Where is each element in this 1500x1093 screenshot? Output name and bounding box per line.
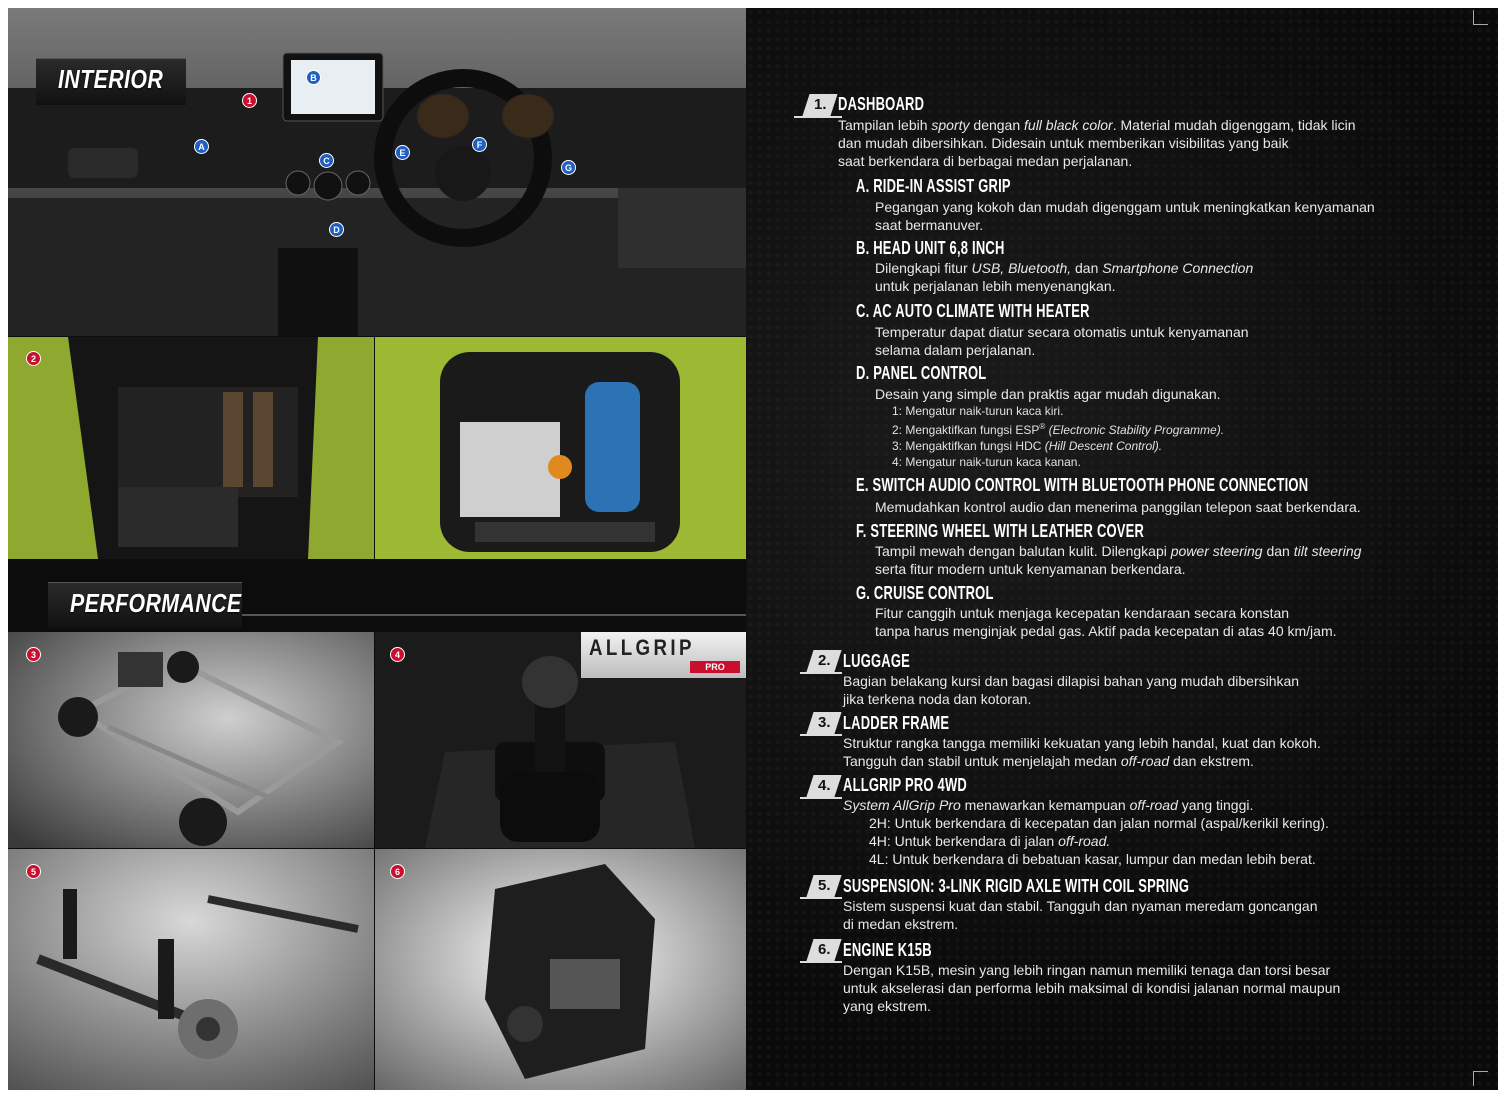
marker-3: 3: [26, 647, 41, 662]
subitem-b-title: B. HEAD UNIT 6,8 INCH: [856, 238, 1005, 258]
luggage-cargo-photo: [375, 337, 746, 559]
item-2-title: LUGGAGE: [843, 651, 911, 671]
subitem-g-body: Fitur canggih untuk menjaga kecepatan kendaraan secara konstan tanpa harus menginjak pedal gas. Aktif pada kecepatan di atas 40 km/jam.: [875, 605, 1337, 639]
interior-title: INTERIOR: [58, 64, 164, 94]
engine-photo: [375, 849, 746, 1090]
allgrip-logo-text: ALLGRIP: [589, 635, 695, 660]
luggage-seat-photo: [8, 337, 374, 559]
marker-a: A: [194, 139, 209, 154]
item-2-body: Bagian belakang kursi dan bagasi dilapisi bahan yang mudah dibersihkan jika terkena noda dan kotoran.: [843, 673, 1300, 707]
allgrip-logo: [581, 632, 746, 678]
marker-f: F: [472, 137, 487, 152]
num-badge-2: 2.: [806, 650, 841, 672]
num-line-4: [800, 797, 842, 799]
subitem-a-body: Pegangan yang kokoh dan mudah digenggam untuk meningkatkan kenyamanan saat bermanuver.: [875, 199, 1375, 233]
performance-title: PERFORMANCE: [70, 588, 242, 618]
marker-g: G: [561, 160, 576, 175]
marker-b: B: [306, 70, 321, 85]
brochure-page: [8, 8, 1498, 1090]
num-line-3: [800, 734, 842, 736]
marker-2: 2: [26, 351, 41, 366]
item-5-body: Sistem suspensi kuat dan stabil. Tangguh dan nyaman meredam goncangan di medan ekstrem.: [843, 898, 1318, 932]
marker-6: 6: [390, 864, 405, 879]
marker-d: D: [329, 222, 344, 237]
item-4-body: System AllGrip Pro menawarkan kemampuan off-road yang tinggi.: [843, 797, 1254, 813]
item-6-body: Dengan K15B, mesin yang lebih ringan namun memiliki tenaga dan torsi besar untuk akselerasi dan performa lebih maksimal di kondisi jalanan normal maupun yang ekstrem.: [843, 962, 1341, 1014]
item-1-title: DASHBOARD: [838, 94, 925, 114]
marker-5: 5: [26, 864, 41, 879]
subitem-b-body: Dilengkapi fitur USB, Bluetooth, dan Smartphone Connection untuk perjalanan lebih menyenangkan.: [875, 260, 1254, 294]
num-badge-4: 4.: [806, 775, 841, 797]
item-6-title: ENGINE K15B: [843, 940, 932, 960]
num-line-6: [800, 961, 842, 963]
marker-e: E: [395, 145, 410, 160]
spec-panel: [746, 8, 1498, 1090]
subitem-f-title: F. STEERING WHEEL WITH LEATHER COVER: [856, 521, 1145, 541]
subitem-d-title: D. PANEL CONTROL: [856, 363, 987, 383]
subitem-f-body: Tampil mewah dengan balutan kulit. Dilengkapi power steering dan tilt steering serta fitur modern untuk kenyamanan berkendara.: [875, 543, 1362, 577]
num-line-1: [794, 116, 842, 118]
subitem-a-title: A. RIDE-IN ASSIST GRIP: [856, 176, 1011, 196]
suspension-photo: [8, 849, 374, 1090]
num-line-2: [800, 672, 842, 674]
subitem-g-title: G. CRUISE CONTROL: [856, 583, 994, 603]
item-4-title: ALLGRIP PRO 4WD: [843, 775, 967, 795]
marker-c: C: [319, 153, 334, 168]
marker-1: 1: [242, 93, 257, 108]
num-badge-1: 1.: [802, 94, 837, 116]
subitem-c-body: Temperatur dapat diatur secara otomatis untuk kenyamanan selama dalam perjalanan.: [875, 324, 1249, 358]
subitem-d-body: Desain yang simple dan praktis agar mudah digunakan.: [875, 386, 1221, 402]
subitem-c-title: C. AC AUTO CLIMATE WITH HEATER: [856, 301, 1090, 321]
subitem-d-list: 1: Mengatur naik-turun kaca kiri. 2: Mengaktifkan fungsi ESP® (Electronic Stability Programme). 3: Mengaktifkan fungsi HDC (Hill Descent Control). 4: Mengatur naik-turun kaca kanan.: [892, 404, 1225, 469]
item-4-modes: 2H: Untuk berkendara di kecepatan dan jalan normal (aspal/kerikil kering). 4H: Untuk berkendara di jalan off-road. 4L: Untuk berkendara di bebatuan kasar, lumpur dan medan lebih berat.: [869, 815, 1329, 867]
num-badge-3: 3.: [806, 712, 841, 734]
item-3-title: LADDER FRAME: [843, 713, 950, 733]
num-badge-5: 5.: [806, 875, 841, 897]
item-5-title: SUSPENSION: 3-LINK RIGID AXLE WITH COIL SPRING: [843, 876, 1190, 896]
marker-4: 4: [390, 647, 405, 662]
subitem-e-title: E. SWITCH AUDIO CONTROL WITH BLUETOOTH PHONE CONNECTION: [856, 475, 1309, 495]
num-line-5: [800, 897, 842, 899]
item-3-body: Struktur rangka tangga memiliki kekuatan yang lebih handal, kuat dan kokoh. Tangguh dan stabil untuk menjelajah medan off-road dan ekstrem.: [843, 735, 1321, 769]
num-badge-6: 6.: [806, 939, 841, 961]
crop-mark-bottom: [1473, 1071, 1488, 1086]
ladder-frame-photo: [8, 632, 374, 848]
allgrip-pro-badge: PRO: [690, 661, 740, 673]
subitem-e-body: Memudahkan kontrol audio dan menerima panggilan telepon saat berkendara.: [875, 499, 1361, 515]
crop-mark-top: [1473, 10, 1488, 25]
item-1-body: Tampilan lebih sporty dengan full black color. Material mudah digenggam, tidak licin dan mudah dibersihkan. Didesain untuk memberikan visibilitas yang baik saat berkendara di berbagai medan perjalanan.: [838, 117, 1356, 169]
performance-rule: [242, 614, 746, 616]
